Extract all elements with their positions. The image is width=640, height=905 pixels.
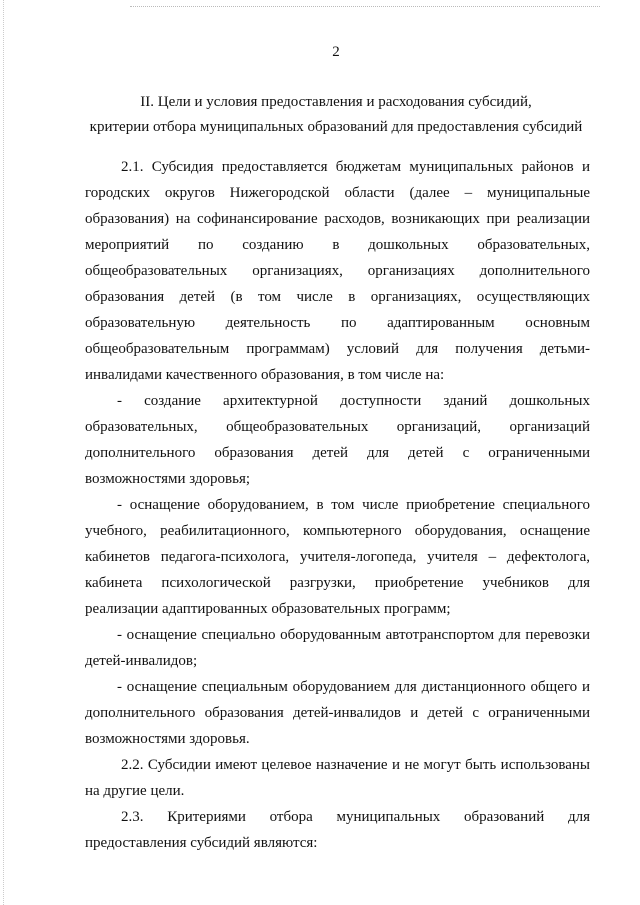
section-heading-line-1: II. Цели и условия предоставления и расходования субсидий,	[140, 94, 532, 110]
paragraph-2-3: 2.3. Критериями отбора муниципальных образований для предоставления субсидий являются:	[85, 809, 590, 851]
scan-top-line	[130, 6, 600, 7]
page-number: 2	[332, 44, 340, 60]
paragraph-2-1: 2.1. Субсидия предоставляется бюджетам муниципальных районов и городских округов Нижегородской области (далее – муниципальные образования) на софинансирование расходов, возникающих при реализации мероприятий по созданию в дошкольных образовательных, общеобразовательных организациях, организациях дополнительного образования детей (в том числе в организациях, осуществляющих образовательную деятельность по адаптированным основным общеобразовательным программам) условий для получения детьми-инвалидами качественного образования, в том числе на:	[85, 159, 590, 383]
section-heading	[60, 90, 612, 140]
list-item-equipment: - оснащение оборудованием, в том числе приобретение специального учебного, реабилитационного, компьютерного оборудования, оснащение кабинетов педагога-психолога, учителя-логопеда, учителя – дефектолога, кабинета психологической разгрузки, приобретение учебников для реализации адаптированных образовательных программ;	[85, 497, 590, 617]
list-item-distance-education: - оснащение специальным оборудованием для дистанционного общего и дополнительного образования детей-инвалидов и детей с ограниченными возможностями здоровья.	[85, 679, 590, 747]
scan-edge-line	[3, 0, 4, 905]
document-body	[85, 154, 590, 856]
paragraph-2-2: 2.2. Субсидии имеют целевое назначение и не могут быть использованы на другие цели.	[85, 757, 590, 799]
section-heading-line-2: критерии отбора муниципальных образований для предоставления субсидий	[89, 119, 583, 135]
list-item-accessibility: - создание архитектурной доступности зданий дошкольных образовательных, общеобразовательных организаций, организаций дополнительного образования детей для детей с ограниченными возможностями здоровья;	[85, 393, 590, 487]
list-item-transport: - оснащение специально оборудованным автотранспортом для перевозки детей-инвалидов;	[85, 627, 590, 669]
